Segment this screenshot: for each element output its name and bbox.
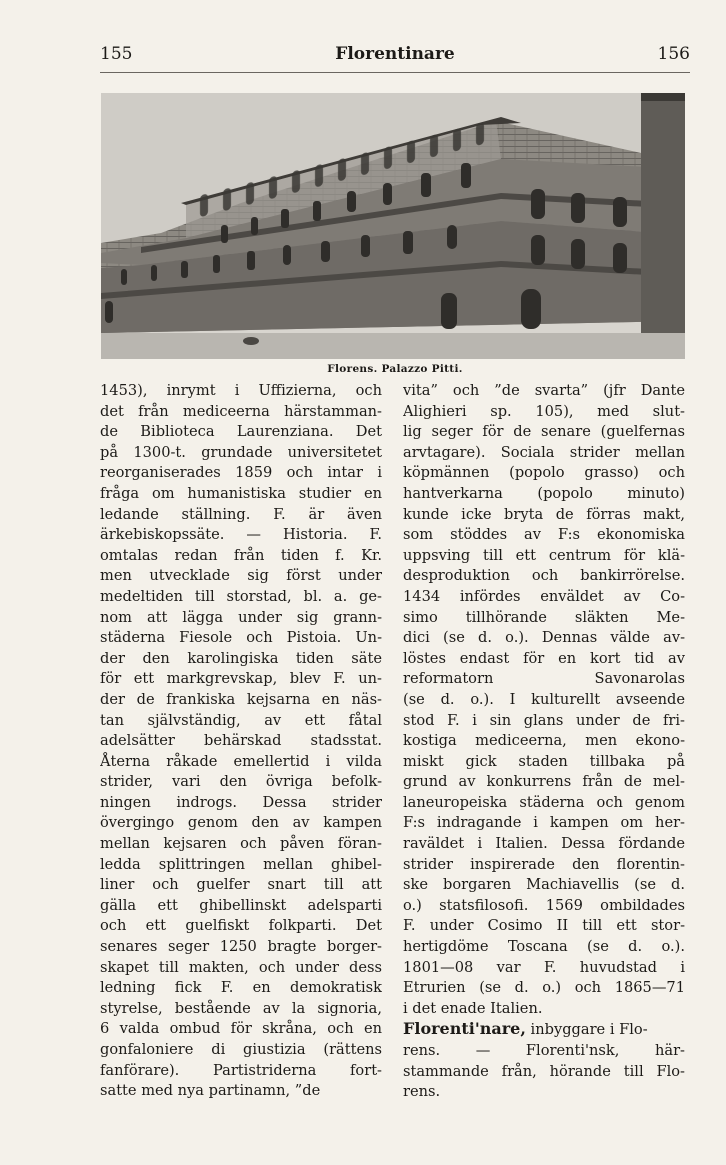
page-title: Florentinare <box>335 44 455 64</box>
text-line: F. under Cosimo II till ett stor- <box>403 917 685 935</box>
text-line: laneuropeiska städerna och genom <box>403 793 685 811</box>
entry-text: inbyggare i Flo- <box>525 1021 648 1039</box>
text-line: ske borgaren Machiavellis (se d. <box>403 876 685 894</box>
text-line: hertigdöme Toscana (se d. o.). <box>403 938 685 956</box>
text-line: städerna Fiesole och Pistoia. Un- <box>100 629 382 647</box>
text-line: reorganiserades 1859 och intar i <box>100 464 382 482</box>
text-line: vita” och ”de svarta” (jfr Dante <box>403 382 685 399</box>
text-line: 1453), inrymt i Uffizierna, och <box>100 382 382 399</box>
text-line: löstes endast för en kort tid av <box>403 649 685 667</box>
text-line: de Biblioteca Laurenziana. Det <box>100 423 382 441</box>
text-line: kunde icke bryta de förras makt, <box>403 505 685 523</box>
palazzo-pitti-photo <box>101 93 685 359</box>
text-line: men utvecklade sig först under <box>100 567 382 585</box>
text-line: omtalas redan från tiden f. Kr. <box>100 546 382 564</box>
figure-caption: Florens. Palazzo Pitti. <box>327 363 463 375</box>
text-line: medeltiden till storstad, bl. a. ge- <box>100 587 382 605</box>
text-line: 6 valda ombud för skråna, och en <box>100 1020 382 1038</box>
left-column <box>100 381 382 1102</box>
text-line: satte med nya partinamn, ”de <box>100 1082 321 1100</box>
text-line: gälla ett ghibellinskt adelsparti <box>100 896 382 914</box>
text-line: adelsätter behärskad stadsstat. <box>100 732 382 750</box>
text-line: simo tillhörande släkten Me- <box>403 608 685 626</box>
text-line: det från mediceerna härstamman- <box>100 402 382 420</box>
entry-florentinare <box>403 1019 685 1041</box>
text-line: och ett guelfiskt folkparti. Det <box>100 917 382 935</box>
text-line: der den karolingiska tiden säte <box>100 649 382 667</box>
text-line: mellan kejsaren och påven föran- <box>100 835 382 853</box>
text-line: 1434 infördes enväldet av Co- <box>403 587 685 605</box>
text-line: raväldet i Italien. Dessa fördande <box>403 835 685 853</box>
text-line: strider inspirerade den florentin- <box>403 855 685 873</box>
entry-headword: Florenti'nare, <box>403 1019 526 1039</box>
text-line: stammande från, hörande till Flo- <box>403 1062 685 1080</box>
text-line: i det enade Italien. <box>403 999 543 1017</box>
text-line: arvtagare). Sociala strider mellan <box>403 443 685 461</box>
text-line: övergingo genom den av kampen <box>100 814 382 832</box>
page-number-left: 155 <box>100 44 133 64</box>
text-line: kostiga mediceerna, men ekono- <box>403 732 685 750</box>
text-line: reformatorn Savonarolas <box>403 670 685 688</box>
text-line: tan självständig, av ett fåtal <box>100 711 382 729</box>
text-line: senares seger 1250 bragte borger- <box>100 938 382 956</box>
text-line: desproduktion och bankirrörelse. <box>403 567 685 585</box>
text-line: ledande ställning. F. är även <box>100 505 382 523</box>
text-line: rens. — Florenti'nsk, här- <box>403 1042 685 1059</box>
text-line: hantverkarna (popolo minuto) <box>403 484 685 502</box>
text-line: fråga om humanistiska studier en <box>100 484 382 502</box>
header-rule <box>100 72 690 73</box>
text-line: der de frankiska kejsarna en näs- <box>100 690 382 708</box>
text-line: skapet till makten, och under dess <box>100 958 382 976</box>
text-line: fanförare). Partistriderna fort- <box>100 1061 382 1079</box>
text-line: Etrurien (se d. o.) och 1865—71 <box>403 979 685 997</box>
text-line: (se d. o.). I kulturellt avseende <box>403 690 685 708</box>
text-line: ledning fick F. en demokratisk <box>100 979 382 997</box>
text-line: miskt gick staden tillbaka på <box>403 752 685 770</box>
text-line: ningen indrogs. Dessa strider <box>100 793 382 811</box>
text-line: som stöddes av F:s ekonomiska <box>403 526 685 544</box>
text-line: uppsving till ett centrum för klä- <box>403 546 685 564</box>
right-column <box>403 381 685 1103</box>
text-line: strider, vari den övriga befolk- <box>100 773 382 791</box>
text-line: rens. <box>403 1083 441 1101</box>
text-line: grund av konkurrens från de mel- <box>403 773 685 791</box>
text-line: gonfaloniere di giustizia (rättens <box>100 1041 382 1058</box>
text-line: liner och guelfer snart till att <box>100 876 382 894</box>
text-line: för ett markgrevskap, blev F. un- <box>100 670 382 688</box>
text-line: ärkebiskopssäte. — Historia. F. <box>100 526 382 544</box>
page-number-right: 156 <box>657 44 690 64</box>
text-line: F:s indragande i kampen om her- <box>403 814 685 832</box>
text-line: styrelse, bestående av la signoria, <box>100 999 382 1017</box>
page-header <box>100 44 690 70</box>
text-line: lig seger för de senare (guelfernas <box>403 423 685 441</box>
text-line: på 1300-t. grundade universitetet <box>100 443 382 461</box>
text-line: köpmännen (popolo grasso) och <box>403 464 685 482</box>
text-line: Alighieri sp. 105), med slut- <box>403 402 685 420</box>
text-line: dici (se d. o.). Dennas välde av- <box>403 629 685 647</box>
text-line: nom att lägga under sig grann- <box>100 608 382 626</box>
text-line: stod F. i sin glans under de fri- <box>403 711 685 729</box>
text-line: 1801—08 var F. huvudstad i <box>403 958 685 976</box>
text-line: o.) statsfilosofi. 1569 ombildades <box>403 896 685 914</box>
text-line: Återna råkade emellertid i vilda <box>100 752 382 770</box>
text-line: ledda splittringen mellan ghibel- <box>100 855 382 873</box>
